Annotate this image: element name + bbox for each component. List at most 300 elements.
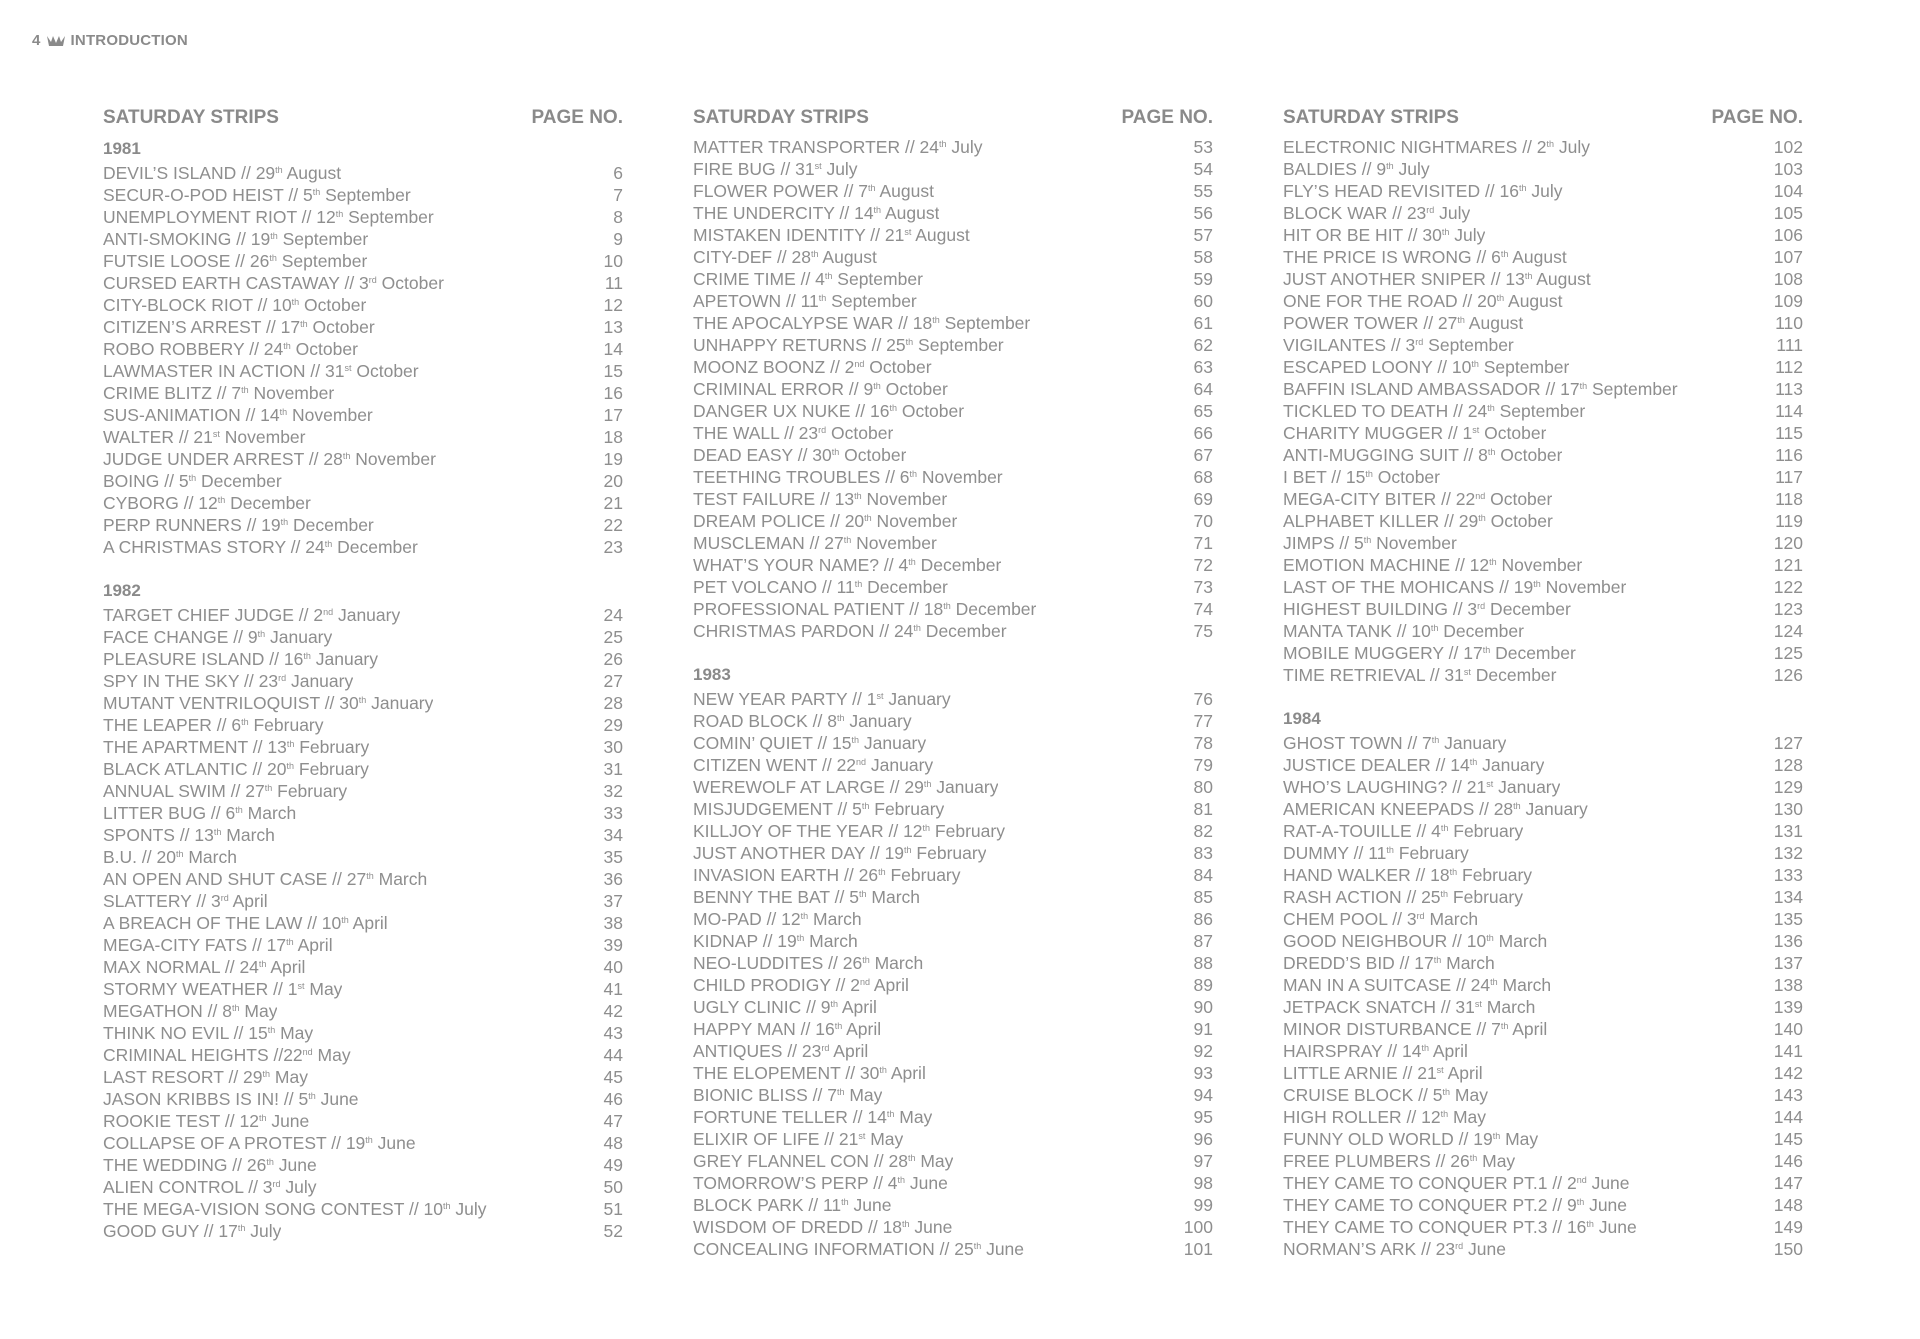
ordinal-suffix: th <box>324 539 333 549</box>
strip-name: JUDGE UNDER ARREST // 28 <box>103 449 343 469</box>
ordinal-suffix: th <box>1440 1109 1449 1119</box>
strip-month: June <box>905 1173 948 1193</box>
strip-name: CONCEALING INFORMATION // 25 <box>693 1239 974 1259</box>
list-item <box>1283 312 1803 334</box>
list-item <box>1283 732 1803 754</box>
ordinal-suffix: th <box>818 293 827 303</box>
strip-name: DUMMY // 11 <box>1283 843 1387 863</box>
strip-title <box>103 1044 351 1066</box>
strip-title <box>103 1132 416 1154</box>
strip-month: April <box>228 891 268 911</box>
strip-name: AMERICAN KNEEPADS // 28 <box>1283 799 1514 819</box>
list-item <box>103 1044 623 1066</box>
strip-name: RASH ACTION // 25 <box>1283 887 1441 907</box>
strip-name: TIME RETRIEVAL // 31 <box>1283 665 1464 685</box>
list-item <box>693 312 1213 334</box>
list-item <box>1283 400 1803 422</box>
ordinal-suffix: th <box>1490 977 1498 987</box>
strip-title <box>103 802 296 824</box>
list-item <box>693 422 1213 444</box>
strip-title <box>1283 642 1576 664</box>
strip-month: June <box>909 1217 953 1237</box>
strip-title <box>103 978 342 1000</box>
list-item <box>1283 422 1803 444</box>
ordinal-suffix: th <box>1486 933 1494 943</box>
strip-month: October <box>864 357 932 377</box>
strip-month: October <box>839 445 907 465</box>
list-item <box>693 820 1213 842</box>
list-item <box>693 1172 1213 1194</box>
strip-name: THEY CAME TO CONQUER PT.2 // 9 <box>1283 1195 1577 1215</box>
page-number: 91 <box>1193 1019 1213 1039</box>
strip-name: PLEASURE ISLAND // 16 <box>103 649 304 669</box>
strip-title <box>1283 1084 1488 1106</box>
strip-name: ALPHABET KILLER // 29 <box>1283 511 1479 531</box>
strip-name: MEGA-CITY FATS // 17 <box>103 935 287 955</box>
strip-title <box>1283 842 1469 864</box>
list-item <box>103 316 623 338</box>
list-item <box>1283 444 1803 466</box>
strip-name: DANGER UX NUKE // 16 <box>693 401 890 421</box>
ordinal-suffix: th <box>904 845 912 855</box>
list-item <box>693 290 1213 312</box>
ordinal-suffix: st <box>876 691 884 701</box>
strip-name: BLACK ATLANTIC // 20 <box>103 759 287 779</box>
strip-title <box>693 974 909 996</box>
strip-name: JUST ANOTHER DAY // 19 <box>693 843 905 863</box>
page-number: 62 <box>1193 335 1213 355</box>
strip-month: August <box>1532 269 1591 289</box>
strip-title <box>1283 1150 1515 1172</box>
ordinal-suffix: th <box>365 1135 373 1145</box>
strip-title <box>103 1000 277 1022</box>
ordinal-suffix: th <box>879 1065 887 1075</box>
strip-month: April <box>266 957 306 977</box>
ordinal-suffix: th <box>258 1113 267 1123</box>
list-item <box>1283 356 1803 378</box>
strip-month: March <box>1481 997 1536 1017</box>
ordinal-suffix: rd <box>1455 1241 1464 1251</box>
strip-month: February <box>911 843 987 863</box>
page-number: 75 <box>1193 621 1213 641</box>
list-item <box>693 488 1213 510</box>
list-item <box>693 1040 1213 1062</box>
list-item <box>693 930 1213 952</box>
strip-name: COMIN’ QUIET // 15 <box>693 733 852 753</box>
strip-name: THE APOCALYPSE WAR // 18 <box>693 313 933 333</box>
page-number: 15 <box>603 361 623 381</box>
list-item <box>103 1176 623 1198</box>
strip-title <box>103 670 353 692</box>
strip-name: CRIMINAL HEIGHTS //22 <box>103 1045 303 1065</box>
page-number: 129 <box>1773 777 1803 797</box>
list-item <box>1283 532 1803 554</box>
strip-title <box>103 338 358 360</box>
list-item <box>103 536 623 558</box>
list-item <box>103 780 623 802</box>
strip-month: September <box>343 207 434 227</box>
strip-title <box>103 382 334 404</box>
page-number: 131 <box>1773 821 1803 841</box>
strip-name: HIGH ROLLER // 12 <box>1283 1107 1441 1127</box>
strip-name: CHEM POOL // 3 <box>1283 909 1417 929</box>
page-number: 144 <box>1773 1107 1803 1127</box>
list-item <box>693 776 1213 798</box>
page-number: 118 <box>1775 489 1803 509</box>
strip-name: MO-PAD // 12 <box>693 909 801 929</box>
strip-name: BAFFIN ISLAND AMBASSADOR // 17 <box>1283 379 1580 399</box>
ordinal-suffix: st <box>344 363 352 373</box>
year-heading: 1981 <box>103 139 141 158</box>
list-item <box>103 1000 623 1022</box>
strip-title <box>1283 400 1585 422</box>
list-item <box>693 576 1213 598</box>
strip-name: LAST OF THE MOHICANS // 19 <box>1283 577 1534 597</box>
list-item <box>1283 180 1803 202</box>
ordinal-suffix: th <box>862 955 870 965</box>
page-number: 89 <box>1193 975 1213 995</box>
strip-name: JASON KRIBBS IS IN! // 5 <box>103 1089 309 1109</box>
page-number: 82 <box>1193 821 1213 841</box>
page-number: 95 <box>1193 1107 1213 1127</box>
list-item <box>1283 224 1803 246</box>
list-item <box>693 952 1213 974</box>
strip-month: September <box>826 291 917 311</box>
list-item <box>103 426 623 448</box>
strip-month: July <box>1554 137 1591 157</box>
page-number: 110 <box>1775 313 1803 333</box>
ordinal-suffix: th <box>257 629 266 639</box>
strip-month: March <box>804 931 858 951</box>
strip-name: EMOTION MACHINE // 12 <box>1283 555 1490 575</box>
strip-title <box>693 864 961 886</box>
page-number: 68 <box>1193 467 1213 487</box>
strip-name: CITIZEN WENT // 22 <box>693 755 857 775</box>
strip-name: ROAD BLOCK // 8 <box>693 711 837 731</box>
list-item <box>693 444 1213 466</box>
running-head <box>32 32 188 49</box>
strip-name: FIRE BUG // 31 <box>693 159 815 179</box>
ordinal-suffix: th <box>841 1197 849 1207</box>
strip-title <box>103 1220 281 1242</box>
strip-title <box>1283 554 1582 576</box>
list-item <box>1283 1150 1803 1172</box>
strip-month: October <box>1479 423 1547 443</box>
strip-name: WHO’S LAUGHING? // 21 <box>1283 777 1487 797</box>
strip-title <box>103 912 388 934</box>
strip-month: April <box>829 1041 869 1061</box>
strip-name: TOMORROW’S PERP // 4 <box>693 1173 898 1193</box>
list-item <box>693 400 1213 422</box>
page-number: 113 <box>1775 379 1803 399</box>
ordinal-suffix: nd <box>1576 1175 1587 1185</box>
strip-name: KILLJOY OF THE YEAR // 12 <box>693 821 923 841</box>
ordinal-suffix: th <box>811 249 819 259</box>
list-item <box>103 736 623 758</box>
strip-title <box>103 250 367 272</box>
list-item <box>1283 158 1803 180</box>
strip-name: SUS-ANIMATION // 14 <box>103 405 280 425</box>
list-item <box>103 626 623 648</box>
strip-name: GOOD NEIGHBOUR // 10 <box>1283 931 1487 951</box>
strip-month: January <box>310 649 379 669</box>
list-item <box>1283 1018 1803 1040</box>
page-number: 19 <box>603 449 623 469</box>
strip-month: November <box>1540 577 1627 597</box>
strip-month: June <box>1463 1239 1506 1259</box>
ordinal-suffix: th <box>1386 845 1394 855</box>
page-number: 49 <box>603 1155 623 1175</box>
list-item <box>103 448 623 470</box>
list-item <box>693 842 1213 864</box>
page-number: 147 <box>1773 1173 1803 1193</box>
page-number: 53 <box>1193 137 1213 157</box>
strip-title <box>1283 864 1532 886</box>
strip-name: MOONZ BOONZ // 2 <box>693 357 855 377</box>
page-number: 17 <box>603 405 623 425</box>
list-item <box>1283 598 1803 620</box>
list-item <box>103 978 623 1000</box>
ordinal-suffix: th <box>303 651 311 661</box>
list-item <box>693 754 1213 776</box>
list-item <box>103 492 623 514</box>
strip-title <box>1283 820 1523 842</box>
list-item <box>1283 842 1803 864</box>
page-number: 141 <box>1773 1041 1803 1061</box>
strip-title <box>1283 246 1567 268</box>
strip-month: November <box>871 511 958 531</box>
list-item <box>1283 952 1803 974</box>
strip-name: CRIME TIME // 4 <box>693 269 825 289</box>
strip-month: December <box>1438 621 1524 641</box>
page-number: 115 <box>1775 423 1803 443</box>
strip-month: January <box>1493 777 1561 797</box>
strip-name: ROBO ROBBERY // 24 <box>103 339 284 359</box>
page-number: 111 <box>1776 335 1803 355</box>
strip-month: November <box>851 533 937 553</box>
page-number: 26 <box>603 649 623 669</box>
strip-title <box>1283 268 1591 290</box>
strip-month: January <box>931 777 999 797</box>
strip-month: May <box>915 1151 954 1171</box>
strip-month: November <box>861 489 948 509</box>
list-item <box>103 184 623 206</box>
strip-name: WHAT’S YOUR NAME? // 4 <box>693 555 909 575</box>
strip-month: August <box>818 247 877 267</box>
strip-name: UNEMPLOYMENT RIOT // 12 <box>103 207 336 227</box>
strip-name: WISDOM OF DREDD // 18 <box>693 1217 903 1237</box>
list-item <box>103 1198 623 1220</box>
ordinal-suffix: th <box>358 695 367 705</box>
ordinal-suffix: th <box>279 407 288 417</box>
strip-title <box>1283 290 1563 312</box>
page-number: 98 <box>1193 1173 1213 1193</box>
strip-month: July <box>1526 181 1563 201</box>
list-item <box>693 532 1213 554</box>
strip-name: THE ELOPEMENT // 30 <box>693 1063 880 1083</box>
list-item <box>103 272 623 294</box>
ordinal-suffix: th <box>175 849 184 859</box>
ordinal-suffix: th <box>264 783 273 793</box>
ordinal-suffix: st <box>1474 999 1482 1009</box>
list-item <box>693 1128 1213 1150</box>
strip-month: June <box>266 1111 310 1131</box>
list-item <box>103 206 623 228</box>
strip-month: March <box>373 869 428 889</box>
page-number: 124 <box>1773 621 1803 641</box>
page-number: 77 <box>1193 711 1213 731</box>
ordinal-suffix: th <box>796 933 805 943</box>
page-number: 37 <box>603 891 623 911</box>
list-item <box>1283 974 1803 996</box>
list-item <box>103 1154 623 1176</box>
list-item <box>103 1066 623 1088</box>
strip-month: January <box>866 755 934 775</box>
ordinal-suffix: th <box>1579 381 1588 391</box>
page-number: 136 <box>1773 931 1803 951</box>
strip-name: DREAM POLICE // 20 <box>693 511 865 531</box>
page-number: 86 <box>1193 909 1213 929</box>
list-item <box>1283 378 1803 400</box>
strip-title <box>1283 1128 1538 1150</box>
strip-title <box>1283 356 1569 378</box>
ordinal-suffix: nd <box>302 1047 313 1057</box>
strip-month: June <box>1593 1217 1637 1237</box>
list-item <box>693 996 1213 1018</box>
ordinal-suffix: th <box>1478 513 1486 523</box>
strip-month: July <box>1393 159 1430 179</box>
page-number: 150 <box>1773 1239 1803 1259</box>
list-item <box>103 1220 623 1242</box>
page-number: 39 <box>603 935 623 955</box>
page-number: 108 <box>1773 269 1803 289</box>
page-number: 119 <box>1775 511 1803 531</box>
page-number: 88 <box>1193 953 1213 973</box>
page-number: 7 <box>613 185 623 205</box>
strip-title <box>693 776 998 798</box>
page-number: 58 <box>1193 247 1213 267</box>
list-item <box>103 934 623 956</box>
list-item <box>1283 930 1803 952</box>
page-number: 76 <box>1193 689 1213 709</box>
list-item <box>1283 334 1803 356</box>
ordinal-suffix: th <box>939 139 947 149</box>
page-number: 56 <box>1193 203 1213 223</box>
strip-title <box>693 290 917 312</box>
strip-name: THE LEAPER // 6 <box>103 715 242 735</box>
page-number: 40 <box>603 957 623 977</box>
strip-month: September <box>1587 379 1678 399</box>
strip-name: HIGHEST BUILDING // 3 <box>1283 599 1478 619</box>
column-header <box>1283 104 1803 132</box>
strip-title <box>103 426 306 448</box>
strip-name: CRIME BLITZ // 7 <box>103 383 242 403</box>
page-number: 31 <box>603 759 623 779</box>
strip-month: March <box>183 847 237 867</box>
strip-title <box>693 996 877 1018</box>
strip-title <box>1283 776 1560 798</box>
strip-name: MISJUDGEMENT // 5 <box>693 799 862 819</box>
strip-month: March <box>221 825 275 845</box>
strip-name: THEY CAME TO CONQUER PT.1 // 2 <box>1283 1173 1577 1193</box>
ordinal-suffix: th <box>908 557 916 567</box>
ordinal-suffix: th <box>286 761 295 771</box>
list-item <box>693 246 1213 268</box>
page-number: 92 <box>1193 1041 1213 1061</box>
year-heading: 1984 <box>1283 709 1321 728</box>
page-number: 146 <box>1773 1151 1803 1171</box>
column-3 <box>1283 104 1803 1260</box>
strip-month: February <box>272 781 348 801</box>
strip-month: July <box>1434 203 1471 223</box>
strip-title <box>103 514 374 536</box>
list-item <box>693 466 1213 488</box>
strip-title <box>693 356 932 378</box>
page-number: 120 <box>1773 533 1803 553</box>
strip-title <box>103 184 411 206</box>
strip-name: I BET // 15 <box>1283 467 1366 487</box>
page-number: 27 <box>603 671 623 691</box>
ordinal-suffix: th <box>1492 1131 1501 1141</box>
ordinal-suffix: th <box>824 271 833 281</box>
strip-month: July <box>946 137 983 157</box>
ordinal-suffix: th <box>907 1153 916 1163</box>
strip-name: NORMAN’S ARK // 23 <box>1283 1239 1456 1259</box>
page-number: 97 <box>1193 1151 1213 1171</box>
strip-title <box>693 1018 881 1040</box>
strip-month: October <box>880 379 948 399</box>
page-number: 126 <box>1773 665 1803 685</box>
strip-name: THE UNDERCITY // 14 <box>693 203 874 223</box>
ordinal-suffix: th <box>286 739 295 749</box>
page-number: 123 <box>1773 599 1803 619</box>
ordinal-suffix: th <box>873 381 881 391</box>
strip-month: October <box>290 339 358 359</box>
list-item <box>103 846 623 868</box>
page-number: 10 <box>603 251 623 271</box>
page-number: 45 <box>603 1067 623 1087</box>
strip-name: LAST RESORT // 29 <box>103 1067 263 1087</box>
list-item <box>693 1106 1213 1128</box>
list-item <box>693 510 1213 532</box>
strip-month: February <box>1457 865 1533 885</box>
strip-title <box>693 400 964 422</box>
strip-title <box>1283 510 1553 532</box>
strip-name: INVASION EARTH // 26 <box>693 865 879 885</box>
strip-name: DEAD EASY // 30 <box>693 445 832 465</box>
page-number: 67 <box>1193 445 1213 465</box>
strip-title <box>103 206 434 228</box>
strip-name: HAIRSPRAY // 14 <box>1283 1041 1422 1061</box>
strip-title <box>693 886 920 908</box>
strip-name: SECUR-O-POD HEIST // 5 <box>103 185 313 205</box>
strip-title <box>103 824 275 846</box>
strip-month: January <box>1520 799 1588 819</box>
strip-name: CRIMINAL ERROR // 9 <box>693 379 874 399</box>
ordinal-suffix: th <box>443 1201 451 1211</box>
strip-month: December <box>196 471 282 491</box>
strip-title <box>1283 576 1626 598</box>
ordinal-suffix: nd <box>856 757 867 767</box>
strip-name: SPY IN THE SKY // 23 <box>103 671 279 691</box>
strip-title <box>693 422 893 444</box>
strip-title <box>103 1066 308 1088</box>
page-number: 20 <box>603 471 623 491</box>
strip-month: May <box>1450 1085 1488 1105</box>
strip-title <box>103 604 400 626</box>
strip-month: December <box>915 555 1002 575</box>
strip-title <box>693 488 947 510</box>
